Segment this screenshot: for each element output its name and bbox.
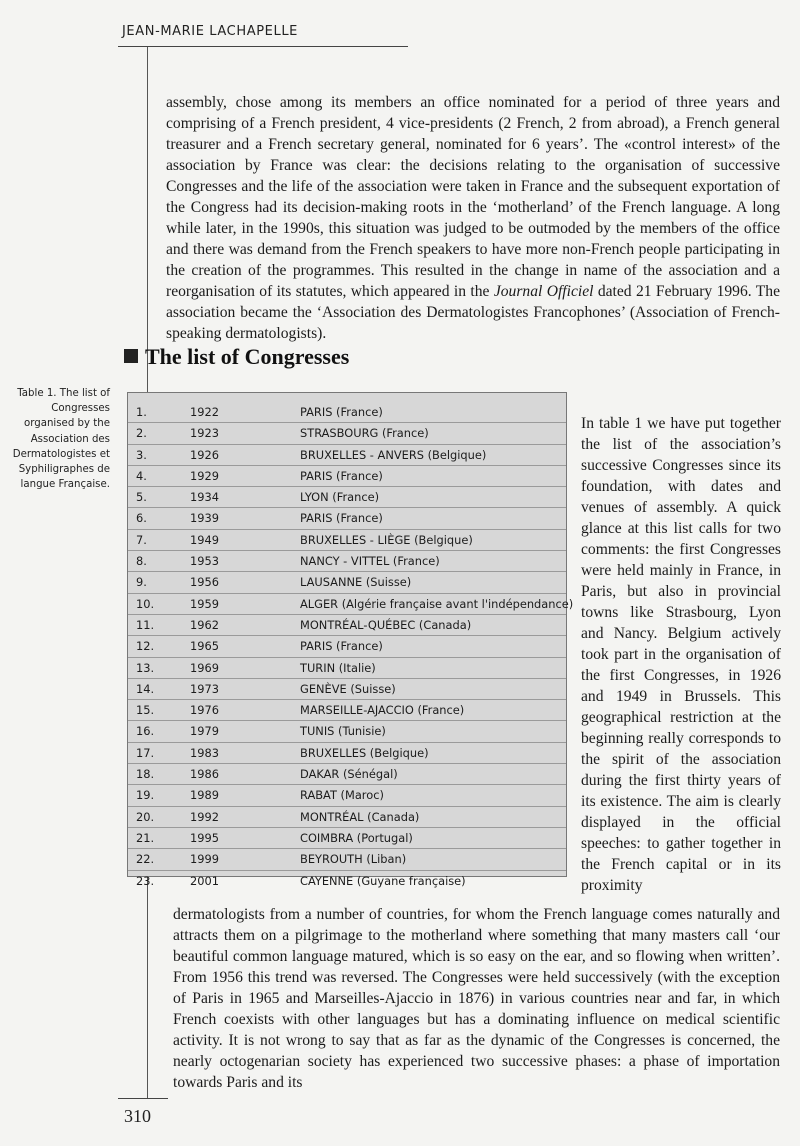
congress-year: 1962 [190,617,219,632]
running-head: JEAN-MARIE LACHAPELLE [122,24,298,39]
congress-venue: RABAT (Maroc) [300,788,384,803]
congress-venue: ALGER (Algérie française avant l'indépendance) [300,596,574,611]
table-row [128,508,566,529]
congress-venue: MARSEILLE-AJACCIO (France) [300,703,465,718]
congress-venue: TUNIS (Tunisie) [300,724,386,739]
table-row [128,743,566,764]
congress-year: 1965 [190,639,219,654]
table-row [128,530,566,551]
table-row [128,594,574,615]
congress-year: 1999 [190,852,219,867]
table-row [128,721,566,742]
congress-year: 1992 [190,809,219,824]
congress-venue: STRASBOURG (France) [300,426,429,441]
table-row [128,679,566,700]
congress-year: 1929 [190,468,219,483]
congress-venue: PARIS (France) [300,468,383,483]
congress-number: 20. [136,809,155,824]
table-row [128,658,566,679]
table-caption: Table 1. The list of Congresses organised by the Association des Dermatologistes et Syphiligraphes de langue Française. [12,388,110,491]
congress-venue: BRUXELLES - LIÈGE (Belgique) [300,532,473,547]
congress-number: 3. [136,447,147,462]
table-row [128,423,566,444]
congress-year: 2001 [190,873,219,888]
table-row [128,402,566,423]
section-heading-text: The list of Congresses [145,344,350,369]
congress-year: 1969 [190,660,219,675]
congress-number: 14. [136,681,155,696]
congress-venue: NANCY - VITTEL (France) [300,554,440,569]
congress-number: 12. [136,639,155,654]
paragraph-top: assembly, chose among its members an office nominated for a period of three years and comprising of a French president, 4 vice-presidents (2 French, 2 from abroad), a French general treasurer and a French secretary general, nominated for 6 years’. The «control interest» of the association by France was clear: the decisions relating to the organisation of successive Congresses and the life of the association were taken in France and the subsequent exportation of the Congress had its decision-making roots in the ‘motherland’ of the French language. A long while later, in the 1990s, this situation was judged to be outmoded by the members of the office and there was demand from the French speakers to have more non-French people participating in the creation of the programmes. This resulted in the change in name of the association and a reorganisation of its statutes, which appeared in the Journal Officiel dated 21 February 1996. The association became the ‘Association des Dermatologistes Francophones’ (Association of French-speaking dermatologists). [166,94,781,342]
table-row [128,466,566,487]
congress-venue: PARIS (France) [300,405,383,419]
table-row [128,700,566,721]
congress-venue: PARIS (France) [300,511,383,526]
table-row [128,572,566,593]
table-row [128,636,566,657]
congress-number: 9. [136,575,147,590]
congress-venue: LYON (France) [300,490,380,505]
congress-number: 23. [136,873,155,888]
congress-number: 7. [136,532,147,547]
congress-number: 5. [136,490,147,505]
congress-number: 16. [136,724,155,739]
congress-year: 1959 [190,596,219,611]
congress-number: 10. [136,596,155,611]
congress-year: 1995 [190,830,219,845]
congress-number: 19. [136,788,155,803]
congress-number: 11. [136,617,155,632]
congress-number: 22. [136,852,155,867]
congress-venue: CAYENNE (Guyane française) [300,873,466,888]
footer-rule [118,1098,168,1099]
table-row [128,849,566,870]
table-row [128,871,566,891]
congress-venue: LAUSANNE (Suisse) [300,575,412,590]
congress-number: 18. [136,767,155,782]
paragraph-bottom: dermatologists from a number of countries, for whom the French language comes naturally and attracts them on a pilgrimage to the motherland where something that many masters call ‘our beautiful common language matured, which is so easy on the ear, and so flowing when written’. From 1956 this trend was reversed. The Congresses were held successively (with the exception of Paris in 1965 and Marseilles-Ajaccio in 1876) in various countries near and far, in which French coexists with other languages but has a dominating influence on medical scientific activity. It is not wrong to say that as far as the dynamic of the Congresses is concerned, the nearly octogenarian society has experienced two successive phases: a phase of importation towards Paris and its [173,906,780,1091]
table-row [128,615,566,636]
table-row [128,807,566,828]
congress-year: 1926 [190,447,219,462]
congress-year: 1976 [190,703,219,718]
congress-venue: BRUXELLES (Belgique) [300,745,429,760]
congress-year: 1956 [190,575,219,590]
congress-year: 1983 [190,745,219,760]
page-number: 310 [124,1106,151,1126]
congress-venue: BEYROUTH (Liban) [300,852,407,867]
congress-year: 1939 [190,511,219,526]
header-rule [118,46,408,47]
congress-number: 17. [136,745,155,760]
congress-venue: PARIS (France) [300,639,383,654]
congress-venue: DAKAR (Sénégal) [300,767,398,782]
table-row [128,764,566,785]
congress-year: 1979 [190,724,219,739]
congress-venue: MONTRÉAL (Canada) [300,809,420,824]
congress-venue: MONTRÉAL-QUÉBEC (Canada) [300,617,472,632]
congress-number: 15. [136,703,155,718]
congress-year: 1986 [190,767,219,782]
table-row [128,551,566,572]
section-heading [124,344,349,370]
congress-venue: GENÈVE (Suisse) [300,681,396,696]
congress-table [127,392,574,888]
congress-year: 1973 [190,681,219,696]
congress-number: 21. [136,830,155,845]
congress-venue: COIMBRA (Portugal) [300,830,413,845]
congress-year: 1949 [190,532,219,547]
section-bullet-icon [124,349,138,363]
table-row [128,445,566,466]
congress-number: 6. [136,511,147,526]
congress-number: 2. [136,426,147,441]
congress-number: 1. [136,405,147,419]
congress-year: 1989 [190,788,219,803]
congress-year: 1953 [190,554,219,569]
congress-year: 1923 [190,426,219,441]
congress-year: 1922 [190,405,219,419]
congress-number: 4. [136,468,147,483]
congress-number: 8. [136,554,147,569]
table-row [128,785,566,806]
table-row [128,828,566,849]
paragraph-side: In table 1 we have put together the list of the association’s successive Congresses since its foundation, with dates and venues of assembly. A quick glance at this list calls for two comments: the first Congresses were held mainly in France, in Paris, but also in provincial towns like Strasbourg, Lyon and Nancy. Belgium actively took part in the organisation of the first Congresses, in 1926 and 1949 in Brussels. This geographical restriction at the beginning really corresponds to the spirit of the association during the first thirty years of its existence. The aim is clearly displayed in the official speeches: to gather together in the French capital or in its proximity [581,415,781,894]
congress-year: 1934 [190,490,219,505]
congress-venue: TURIN (Italie) [300,660,376,675]
congress-table-body [128,402,574,891]
congress-number: 13. [136,660,155,675]
table-row [128,487,566,508]
congress-venue: BRUXELLES - ANVERS (Belgique) [300,447,487,462]
